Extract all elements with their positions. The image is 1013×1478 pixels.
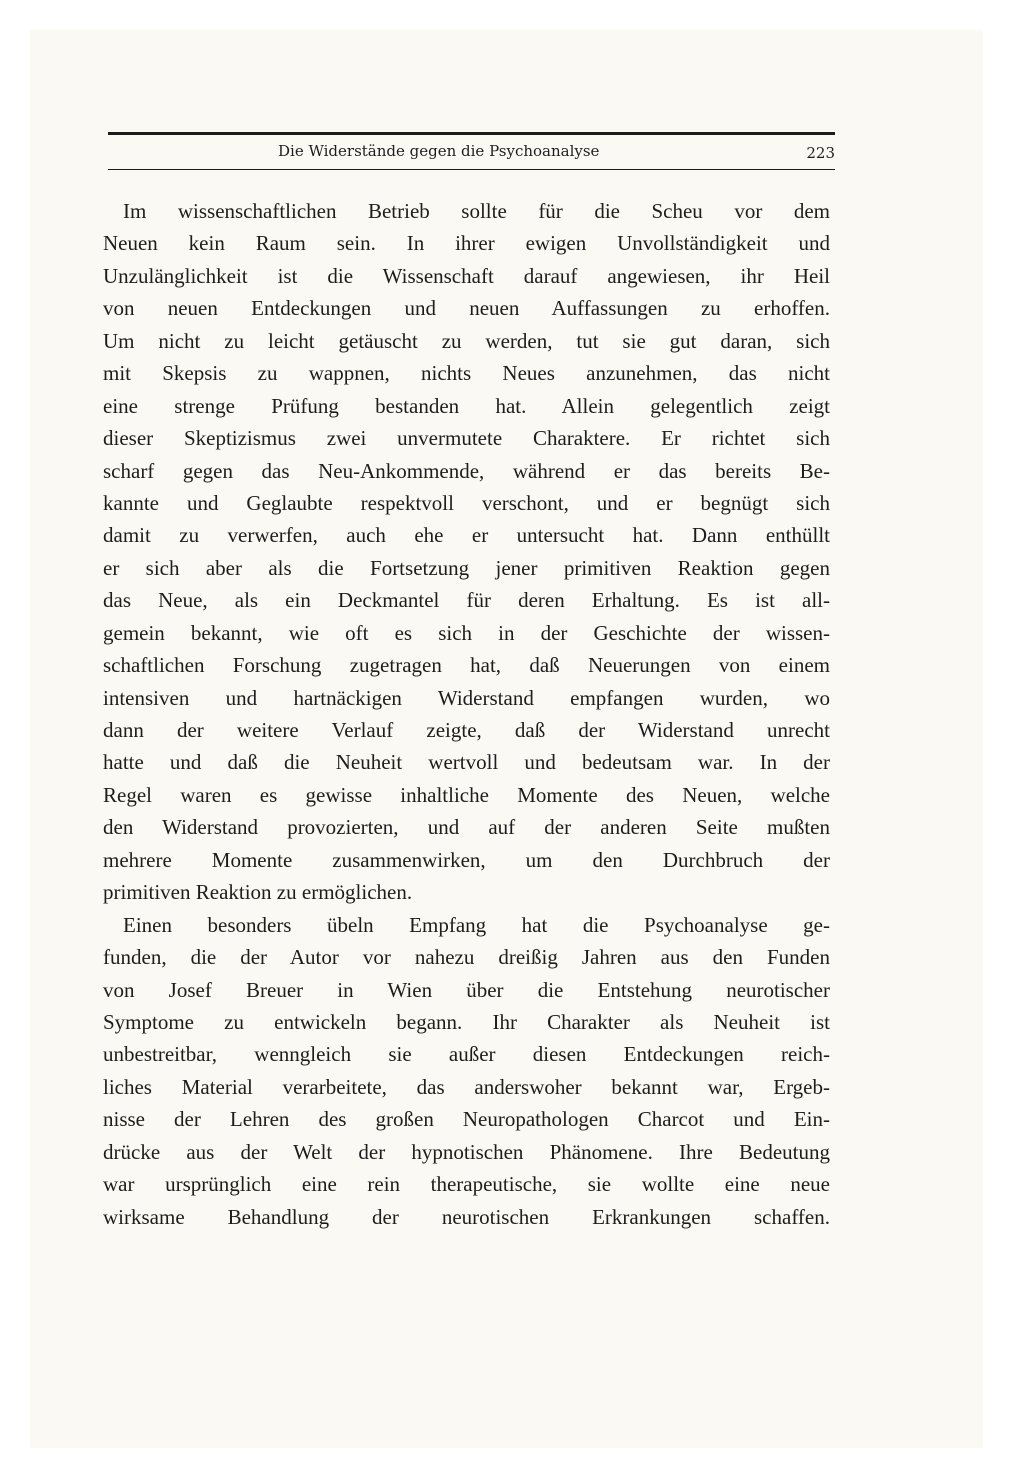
- running-head: [108, 132, 835, 170]
- text-line: drücke aus der Welt der hypnotischen Phänomene. Ihre Bedeutung: [103, 1139, 830, 1164]
- text-line: schaftlichen Forschung zugetragen hat, daß Neuerungen von einem: [103, 653, 830, 678]
- page-number: 223: [806, 144, 835, 162]
- text-line: unbestreitbar, wenngleich sie außer diesen Entdeckungen reich-: [103, 1042, 830, 1067]
- book-page: [30, 30, 983, 1448]
- text-line: Unzulänglichkeit ist die Wissenschaft darauf angewiesen, ihr Heil: [103, 263, 830, 288]
- text-line: von neuen Entdeckungen und neuen Auffassungen zu erhoffen.: [103, 296, 830, 321]
- text-line: eine strenge Prüfung bestanden hat. Allein gelegentlich zeigt: [103, 393, 830, 418]
- text-line: war ursprünglich eine rein therapeutische, sie wollte eine neue: [103, 1172, 830, 1197]
- text-line: Neuen kein Raum sein. In ihrer ewigen Unvollständigkeit und: [103, 231, 830, 256]
- text-line: funden, die der Autor vor nahezu dreißig Jahren aus den Funden: [103, 945, 830, 970]
- text-line: gemein bekannt, wie oft es sich in der Geschichte der wissen-: [103, 620, 830, 645]
- text-line: mit Skepsis zu wappnen, nichts Neues anzunehmen, das nicht: [103, 361, 830, 386]
- text-line: scharf gegen das Neu-Ankommende, während er das bereits Be-: [103, 458, 830, 483]
- running-head-title: Die Widerstände gegen die Psychoanalyse: [278, 142, 600, 160]
- paragraph: [103, 909, 830, 1233]
- text-line: Regel waren es gewisse inhaltliche Momente des Neuen, welche: [103, 782, 830, 807]
- text-line: Symptome zu entwickeln begann. Ihr Charakter als Neuheit ist: [103, 1009, 830, 1034]
- text-line: den Widerstand provozierten, und auf der anderen Seite mußten: [103, 815, 830, 840]
- text-line: kannte und Geglaubte respektvoll verschont, und er begnügt sich: [103, 490, 830, 515]
- text-line: das Neue, als ein Deckmantel für deren Erhaltung. Es ist all-: [103, 588, 830, 613]
- text-line: hatte und daß die Neuheit wertvoll und bedeutsam war. In der: [103, 750, 830, 775]
- text-line: damit zu verwerfen, auch ehe er untersucht hat. Dann enthüllt: [103, 523, 830, 548]
- text-line: Einen besonders übeln Empfang hat die Psychoanalyse ge-: [123, 912, 830, 937]
- text-line: dann der weitere Verlauf zeigte, daß der Widerstand unrecht: [103, 718, 830, 742]
- text-line: von Josef Breuer in Wien über die Entstehung neurotischer: [103, 977, 830, 1002]
- text-line: intensiven und hartnäckigen Widerstand empfangen wurden, wo: [103, 685, 830, 710]
- text-line: primitiven Reaktion zu ermöglichen.: [103, 880, 413, 905]
- text-line: nisse der Lehren des großen Neuropathologen Charcot und Ein-: [103, 1107, 830, 1132]
- text-line: wirksame Behandlung der neurotischen Erkrankungen schaffen.: [103, 1204, 830, 1229]
- text-line: Um nicht zu leicht getäuscht zu werden, tut sie gut daran, sich: [103, 328, 830, 353]
- text-line: er sich aber als die Fortsetzung jener primitiven Reaktion gegen: [103, 555, 830, 580]
- body-text: [103, 195, 830, 1233]
- text-line: mehrere Momente zusammenwirken, um den Durchbruch der: [103, 847, 830, 872]
- text-line: dieser Skeptizismus zwei unvermutete Charaktere. Er richtet sich: [103, 426, 830, 451]
- paragraph: [103, 195, 830, 909]
- text-line: Im wissenschaftlichen Betrieb sollte für die Scheu vor dem: [123, 199, 830, 223]
- text-line: liches Material verarbeitete, das anderswoher bekannt war, Ergeb-: [103, 1074, 830, 1099]
